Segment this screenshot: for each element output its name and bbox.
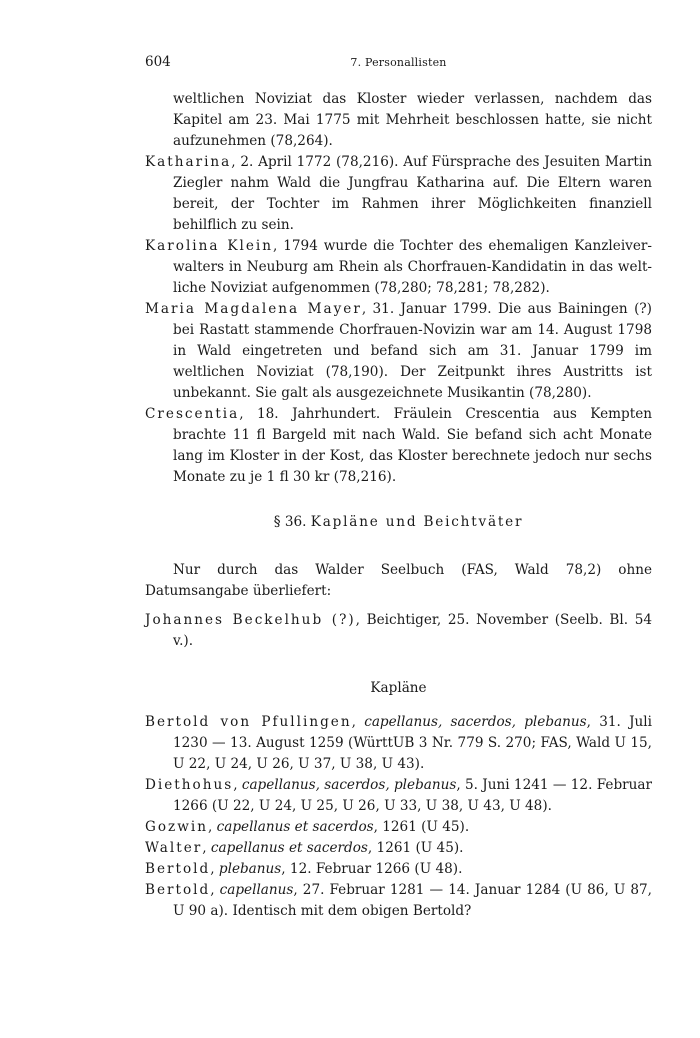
entry-text: , 12. Februar 1266 (U 48).	[281, 861, 463, 877]
entry-name: Bertold	[145, 861, 211, 877]
section-intro: Nur durch das Walder Seelbuch (FAS, Wald 78,2) ohne Datumsangabe überliefert:	[145, 562, 652, 599]
entry-name: Maria Magdalena Mayer	[145, 301, 362, 317]
section-title: Kapläne und Beichtväter	[310, 514, 524, 530]
page-number: 604	[145, 54, 171, 70]
entry-name: Diethohus	[145, 777, 234, 793]
entry-name: Johannes Beckelhub (?)	[145, 612, 356, 628]
entry-katharina	[145, 152, 652, 236]
section-number: § 36.	[273, 514, 307, 530]
entry-bertold-capellanus: Bertold, capellanus, 27. Februar 1281 — 14. Januar 1284 (U 86, U 87, U 90 a). Identisch mit dem obigen Bertold?	[145, 882, 652, 919]
entry-text: , 27. Februar 1281 — 14. Januar 1284 (U 86, U 87, U 90 a). Identisch mit dem obigen Bertold?	[173, 882, 652, 919]
entry-maria-magdalena-mayer	[145, 299, 652, 404]
entry-walter: Walter, capellanus et sacerdos, 1261 (U 45).	[145, 840, 464, 856]
entry-johannes-beckelhub	[145, 610, 652, 652]
entry-name: Bertold	[145, 882, 211, 898]
entry-karolina-klein	[145, 236, 652, 299]
entry-role: capellanus, sacerdos, plebanus	[364, 714, 587, 730]
entry-text: , 31. Juli 1230 — 13. August 1259 (WürttUB 3 Nr. 779 S. 270; FAS, Wald U 15, U 22, U 24, U 26, U 37, U 38, U 43).	[173, 714, 652, 772]
entry-text: , 1794 wurde die Tochter des ehemaligen Kanzleiverwalters in Neuburg am Rhein als Chorfrauen-Kandidatin in das weltliche Noviziat aufgenommen (78,280; 78,281; 78,282).	[173, 238, 652, 296]
entry-bertold-von-pfullingen: Bertold von Pfullingen, capellanus, sacerdos, plebanus, 31. Juli 1230 — 13. August 1259 (WürttUB 3 Nr. 779 S. 270; FAS, Wald U 15, U 22, U 24, U 26, U 37, U 38, U 43).	[145, 714, 652, 772]
top-entries	[145, 89, 652, 488]
entry-bertold-plebanus: Bertold, plebanus, 12. Februar 1266 (U 48).	[145, 861, 463, 877]
entry-role: plebanus	[218, 861, 282, 877]
entry-text: , 1261 (U 45).	[367, 840, 464, 856]
entry-name: Gozwin	[145, 819, 208, 835]
entry-text: , 31. Januar 1799. Die aus Bainingen (?) bei Rastatt stammende Chorfrauen-Novizin war am 14. August 1798 in Wald eingetreten und befand sich am 31. Januar 1799 im weltlichen Noviziat (78,190). Der Zeitpunkt ihres Austritts ist unbekannt. Sie galt als ausgezeichnete Musikantin (78,280).	[173, 301, 652, 401]
chaplains-list	[145, 712, 652, 922]
entry-gozwin: Gozwin, capellanus et sacerdos, 1261 (U 45).	[145, 819, 470, 835]
entry-role: capellanus et sacerdos	[210, 840, 368, 856]
entry-role: capellanus	[219, 882, 294, 898]
entry-text: , Beichtiger, 25. November (Seelb. Bl. 54 v.).	[173, 612, 652, 649]
entry-diethohus: Diethohus, capellanus, sacerdos, plebanus, 5. Juni 1241 — 12. Februar 1266 (U 22, U 24, U 25, U 26, U 33, U 38, U 43, U 48).	[145, 777, 652, 814]
entry-role: capellanus, sacerdos, plebanus	[241, 777, 457, 793]
entry-text: , 5. Juni 1241 — 12. Februar 1266 (U 22, U 24, U 25, U 26, U 33, U 38, U 43, U 48).	[173, 777, 652, 814]
confessor-list	[145, 610, 652, 652]
entry-continuation	[145, 89, 652, 152]
running-head: 7. Personallisten	[350, 56, 447, 69]
entry-text: , 1261 (U 45).	[373, 819, 470, 835]
entry-text: weltlichen Noviziat das Kloster wieder verlassen, nachdem das Kapitel am 23. Mai 1775 mit Mehrheit beschlossen hatte, sie nicht aufzunehmen (78,264).	[173, 91, 652, 149]
entry-name: Bertold von Pfullingen	[145, 714, 352, 730]
entry-name: Walter	[145, 840, 203, 856]
entry-name: Katharina	[145, 154, 232, 170]
entry-name: Crescentia	[145, 406, 240, 422]
section-heading	[145, 514, 652, 530]
chaplains-heading: Kapläne	[370, 680, 427, 696]
entry-role: capellanus et sacerdos	[216, 819, 374, 835]
entry-text: , 2. April 1772 (78,216). Auf Fürsprache des Jesuiten Martin Ziegler nahm Wald die Jungfrau Katharina auf. Die Eltern waren bereit, der Tochter im Rahmen ihrer Möglichkeiten finanziell behilflich zu sein.	[173, 154, 652, 233]
entry-name: Karolina Klein	[145, 238, 274, 254]
entry-text: , 18. Jahrhundert. Fräulein Crescentia aus Kempten brachte 11 fl Bargeld mit nach Wald. Sie befand sich acht Monate lang im Kloster in der Kost, das Kloster berechnete jedoch nur sechs Monate zu je 1 fl 30 kr (78,216).	[173, 406, 652, 485]
entry-crescentia	[145, 404, 652, 488]
